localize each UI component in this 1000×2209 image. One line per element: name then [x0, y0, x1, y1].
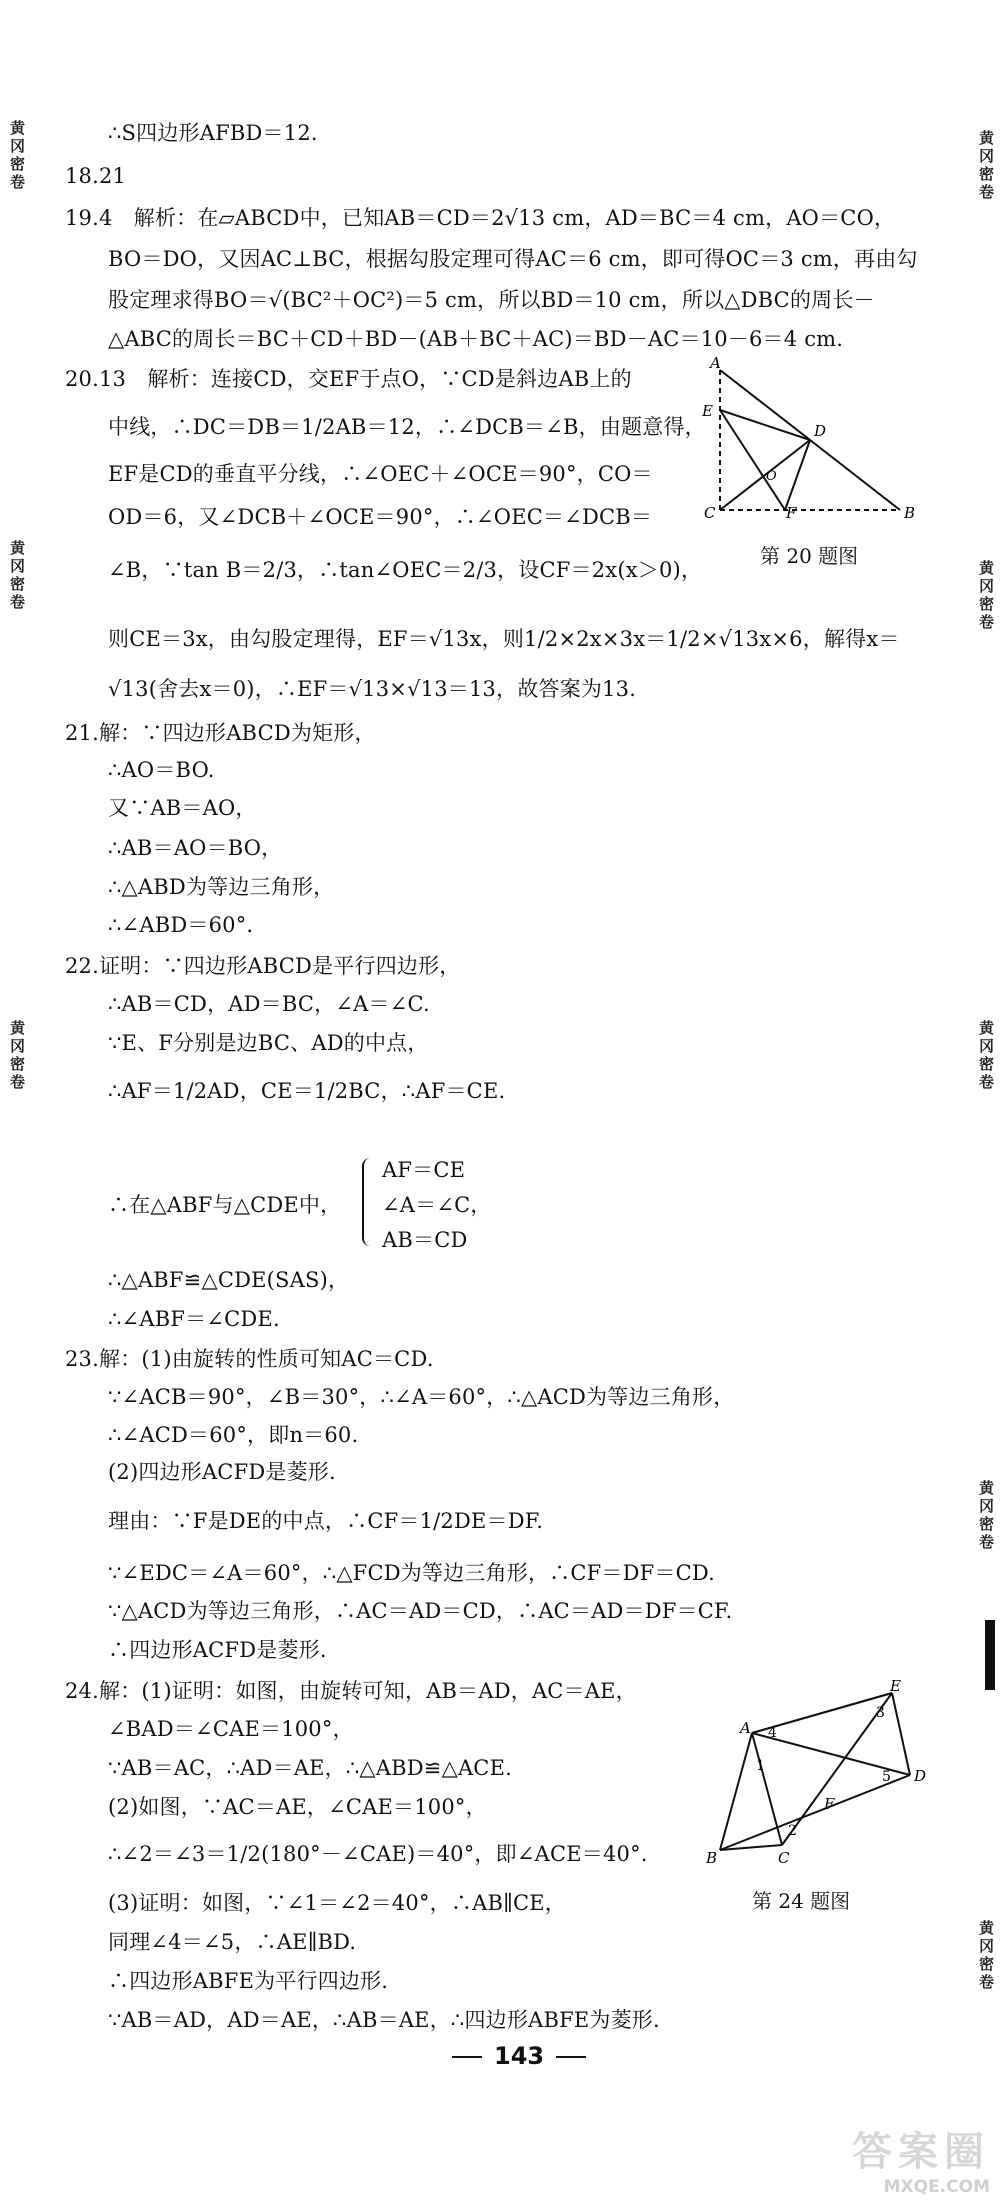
watermark — [780, 2120, 990, 2200]
side-stamp-left: 黄冈密卷 — [8, 120, 26, 192]
text-line: ∴△ABF≌△CDE(SAS)， — [108, 1268, 350, 1292]
fig20-label-e: E — [702, 402, 713, 420]
text-line: ∴∠2＝∠3＝1/2(180°－∠CAE)＝40°，即∠ACE＝40°. — [108, 1842, 648, 1866]
fig20-label-b: B — [904, 504, 916, 522]
text-line: ∴AB＝AO＝BO， — [108, 836, 283, 860]
text-line: ∵△ACD为等边三角形，∴AC＝AD＝CD，∴AC＝AD＝DF＝CF. — [108, 1599, 733, 1623]
system-brace — [362, 1158, 374, 1246]
text-line: 18.21 — [65, 164, 127, 188]
text-line: (2)四边形ACFD是菱形. — [108, 1460, 336, 1484]
page-number-value: 143 — [494, 2042, 545, 2070]
text-line: AF＝CE — [382, 1158, 466, 1182]
text-line: △ABC的周长＝BC＋CD＋BD－(AB＋BC＋AC)＝BD－AC＝10－6＝4 cm. — [108, 327, 844, 351]
text-line: ∴AF＝1/2AD，CE＝1/2BC，∴AF＝CE. — [108, 1079, 506, 1103]
fig24-label-b: B — [706, 1849, 718, 1867]
fig24-angle-5: 5 — [882, 1769, 891, 1785]
text-line: √13(舍去x＝0)，∴EF＝√13×√13＝13，故答案为13. — [108, 677, 637, 701]
text-line: 同理∠4＝∠5，∴AE∥BD. — [108, 1930, 357, 1954]
text-line: 又∵AB＝AO， — [108, 796, 257, 820]
text-line: ∴AB＝CD，AD＝BC，∠A＝∠C. — [108, 992, 430, 1016]
fig24-angle-4: 4 — [768, 1725, 777, 1741]
fig24-label-f: F — [824, 1795, 835, 1813]
text-line: 理由：∵F是DE的中点，∴CF＝1/2DE＝DF. — [108, 1509, 544, 1533]
text-line: ∴S四边形AFBD＝12. — [108, 121, 318, 145]
text-line: 中线，∴DC＝DB＝1/2AB＝12，∴∠DCB＝∠B，由题意得， — [108, 415, 706, 439]
text-line: ∠BAD＝∠CAE＝100°， — [108, 1717, 354, 1741]
text-line: AB＝CD — [382, 1228, 468, 1252]
text-line: ∴在△ABF与△CDE中， — [108, 1193, 342, 1217]
text-line: EF是CD的垂直平分线，∴∠OEC＋∠OCE＝90°，CO＝ — [108, 462, 653, 486]
fig24-label-a: A — [740, 1719, 751, 1737]
text-line: ∵AB＝AD，AD＝AE，∴AB＝AE，∴四边形ABFE为菱形. — [108, 2008, 660, 2032]
fig20-label-d: D — [814, 422, 827, 440]
side-stamp: 黄冈密卷 — [977, 1920, 995, 1992]
text-line: 21.解：∵四边形ABCD为矩形， — [65, 721, 376, 745]
text-line: 19.4 解析：在▱ABCD中，已知AB＝CD＝2√13 cm，AD＝BC＝4 cm，AO＝CO， — [65, 206, 896, 230]
text-line: 股定理求得BO＝√(BC²＋OC²)＝5 cm，所以BD＝10 cm，所以△DBC的周长－ — [108, 288, 875, 312]
side-stamp: 黄冈密卷 — [977, 560, 995, 632]
fig24-angle-2: 2 — [788, 1823, 797, 1839]
side-stamp-left: 黄冈密卷 — [8, 1020, 26, 1092]
text-line: (2)如图，∵AC＝AE，∠CAE＝100°， — [108, 1795, 487, 1819]
text-line: 则CE＝3x，由勾股定理得，EF＝√13x，则1/2×2x×3x＝1/2×√13x×6，解得x＝ — [108, 627, 900, 651]
text-line: BO＝DO，又因AC⊥BC，根据勾股定理可得AC＝6 cm，即可得OC＝3 cm，再由勾 — [108, 247, 918, 271]
text-line: ∵∠ACB＝90°，∠B＝30°，∴∠A＝60°，∴△ACD为等边三角形， — [108, 1385, 735, 1409]
text-line: ∴四边形ABFE为平行四边形. — [108, 1969, 389, 1993]
fig20-label-c: C — [704, 504, 716, 522]
watermark-url: MXQE.COM — [883, 2177, 990, 2197]
text-line: 24.解：(1)证明：如图，由旋转可知，AB＝AD，AC＝AE， — [65, 1679, 637, 1703]
text-line: ∴∠ABF＝∠CDE. — [108, 1307, 280, 1331]
fig20-label-a: A — [710, 354, 721, 372]
fig24-label-c: C — [778, 1849, 790, 1867]
text-line: 22.证明：∵四边形ABCD是平行四边形， — [65, 954, 461, 978]
text-line: ∴∠ABD＝60°. — [108, 913, 254, 937]
side-stamp: 黄冈密卷 — [977, 130, 995, 202]
watermark-title: 答案圈 — [852, 2129, 990, 2175]
text-line: ∵E、F分别是边BC、AD的中点， — [108, 1031, 429, 1055]
text-line: (3)证明：如图，∵∠1＝∠2＝40°，∴AB∥CE， — [108, 1891, 566, 1915]
text-line: 23.解：(1)由旋转的性质可知AC＝CD. — [65, 1347, 434, 1371]
fig24-angle-1: 1 — [756, 1758, 765, 1774]
page-number — [440, 2042, 598, 2070]
side-stamp: 黄冈密卷 — [977, 1480, 995, 1552]
text-line: ∴∠ACD＝60°，即n＝60. — [108, 1423, 359, 1447]
figure-20-caption: 第 20 题图 — [760, 544, 859, 568]
text-line: 20.13 解析：连接CD，交EF于点O，∵CD是斜边AB上的 — [65, 367, 632, 391]
figure-24-diagram — [702, 1677, 927, 1867]
fig20-label-o: O — [766, 469, 777, 484]
text-line: ∠A＝∠C， — [382, 1193, 492, 1217]
side-stamp: 黄冈密卷 — [977, 1020, 995, 1092]
side-stamp-left: 黄冈密卷 — [8, 540, 26, 612]
text-line: OD＝6，又∠DCB＋∠OCE＝90°，∴∠OEC＝∠DCB＝ — [108, 505, 653, 529]
text-line: ∠B，∵tan B＝2/3，∴tan∠OEC＝2/3，设CF＝2x(x＞0)， — [108, 558, 703, 582]
fig24-label-d: D — [914, 1767, 927, 1785]
text-line: ∴四边形ACFD是菱形. — [108, 1638, 327, 1662]
page-number-dash-left — [452, 2056, 482, 2058]
fig24-label-e: E — [890, 1677, 901, 1695]
figure-20-diagram — [700, 354, 930, 522]
fig20-label-f: F — [786, 504, 797, 522]
text-line: ∵AB＝AC，∴AD＝AE，∴△ABD≌△ACE. — [108, 1756, 512, 1780]
fig24-angle-3: 3 — [876, 1705, 885, 1721]
figure-24-caption: 第 24 题图 — [752, 1889, 851, 1913]
text-line: ∴AO＝BO. — [108, 758, 215, 782]
text-line: ∵∠EDC＝∠A＝60°，∴△FCD为等边三角形，∴CF＝DF＝CD. — [108, 1561, 716, 1585]
side-bar — [985, 1620, 995, 1690]
page-number-dash-right — [556, 2056, 586, 2058]
text-line: ∴△ABD为等边三角形， — [108, 875, 335, 899]
